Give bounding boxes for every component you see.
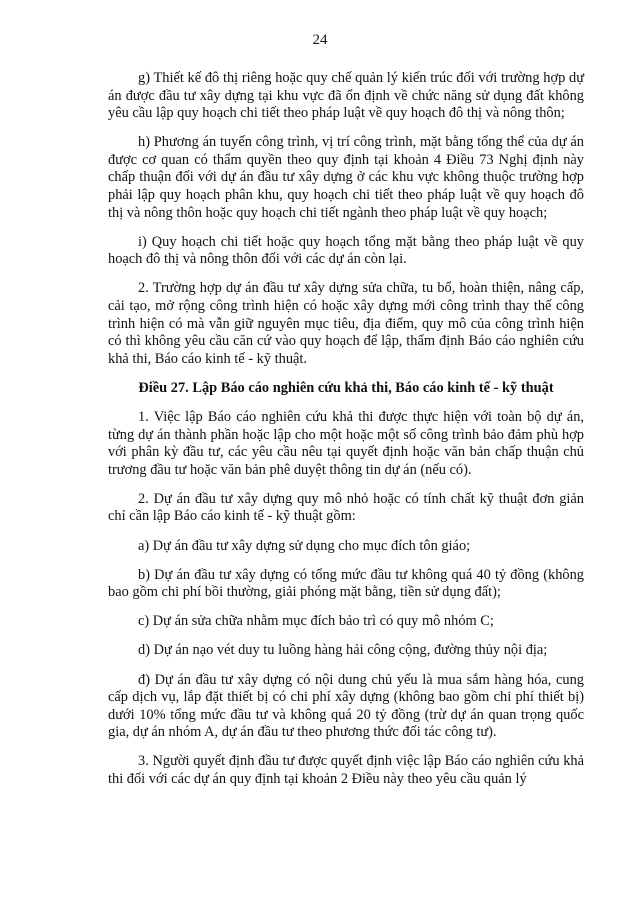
paragraph-article-clause-2: 2. Dự án đầu tư xây dựng quy mô nhỏ hoặc có tính chất kỹ thuật đơn giản chỉ cần lập Báo cáo kinh tế - kỹ thuật gồm: — [108, 490, 584, 525]
paragraph-g: g) Thiết kế đô thị riêng hoặc quy chế quản lý kiến trúc đối với trường hợp dự án được đầu tư xây dựng tại khu vực đã ổn định về chức năng sử dụng đất không yêu cầu lập quy hoạch chi tiết theo pháp luật về quy hoạch đô thị và nông thôn; — [108, 70, 584, 122]
paragraph-article-clause-3: 3. Người quyết định đầu tư được quyết định việc lập Báo cáo nghiên cứu khả thi đối với các dự án quy định tại khoản 2 Điều này theo yêu cầu quản lý — [108, 753, 584, 787]
paragraph-item-c: c) Dự án sửa chữa nhằm mục đích bảo trì có quy mô nhóm C; — [138, 613, 494, 630]
paragraph-item-d: d) Dự án nạo vét duy tu luồng hàng hải công cộng, đường thủy nội địa; — [138, 642, 548, 659]
article-heading: Điều 27. Lập Báo cáo nghiên cứu khả thi, Báo cáo kinh tế - kỹ thuật — [138, 379, 554, 396]
paragraph-clause-2: 2. Trường hợp dự án đầu tư xây dựng sửa chữa, tu bổ, hoàn thiện, nâng cấp, cải tạo, mở rộng công trình hiện có hoặc xây dựng mới công trình thay thế công trình hiện có mà vẫn giữ nguyên mục tiêu, địa điểm, quy mô của công trình hiện có thì không yêu cầu căn cứ vào quy hoạch để lập, thẩm định Báo cáo nghiên cứu khả thi, Báo cáo kinh tế - kỹ thuật. — [108, 280, 584, 367]
paragraph-item-a: a) Dự án đầu tư xây dựng sử dụng cho mục đích tôn giáo; — [138, 537, 471, 554]
paragraph-item-dd: đ) Dự án đầu tư xây dựng có nội dung chủ yếu là mua sắm hàng hóa, cung cấp dịch vụ, lắp đặt thiết bị có chi phí xây dựng (không bao gồm chi phí thiết bị) dưới 10% tổng mức đầu tư và không quá 20 tỷ đồng (trừ dự án quan trọng quốc gia, dự án nhóm A, dự án đầu tư theo phương thức đối tác công tư). — [108, 671, 584, 741]
paragraph-h: h) Phương án tuyến công trình, vị trí công trình, mặt bằng tổng thể của dự án được cơ quan có thẩm quyền theo quy định tại khoản 4 Điều 73 Nghị định này chấp thuận đối với dự án đầu tư xây dựng ở các khu vực không thuộc trường hợp phải lập quy hoạch phân khu, quy hoạch chi tiết theo pháp luật về quy hoạch đô thị và nông thôn hoặc quy hoạch chi tiết ngành theo pháp luật về quy hoạch; — [108, 134, 584, 221]
page-number: 24 — [312, 32, 328, 48]
paragraph-item-b: b) Dự án đầu tư xây dựng có tổng mức đầu tư không quá 40 tỷ đồng (không bao gồm chi phí bồi thường, giải phóng mặt bằng, tiền sử dụng đất); — [108, 566, 584, 601]
document-body — [108, 70, 584, 800]
paragraph-i: i) Quy hoạch chi tiết hoặc quy hoạch tổng mặt bằng theo pháp luật về quy hoạch đô thị và nông thôn đối với các dự án còn lại. — [108, 233, 584, 268]
paragraph-article-clause-1: 1. Việc lập Báo cáo nghiên cứu khả thi được thực hiện với toàn bộ dự án, từng dự án thành phần hoặc lập cho một hoặc một số công trình bảo đảm phù hợp với phân kỳ đầu tư, các yêu cầu nêu tại quyết định hoặc văn bản chấp thuận chủ trương đầu tư hoặc văn bản phê duyệt thông tin dự án (nếu có). — [108, 409, 584, 478]
